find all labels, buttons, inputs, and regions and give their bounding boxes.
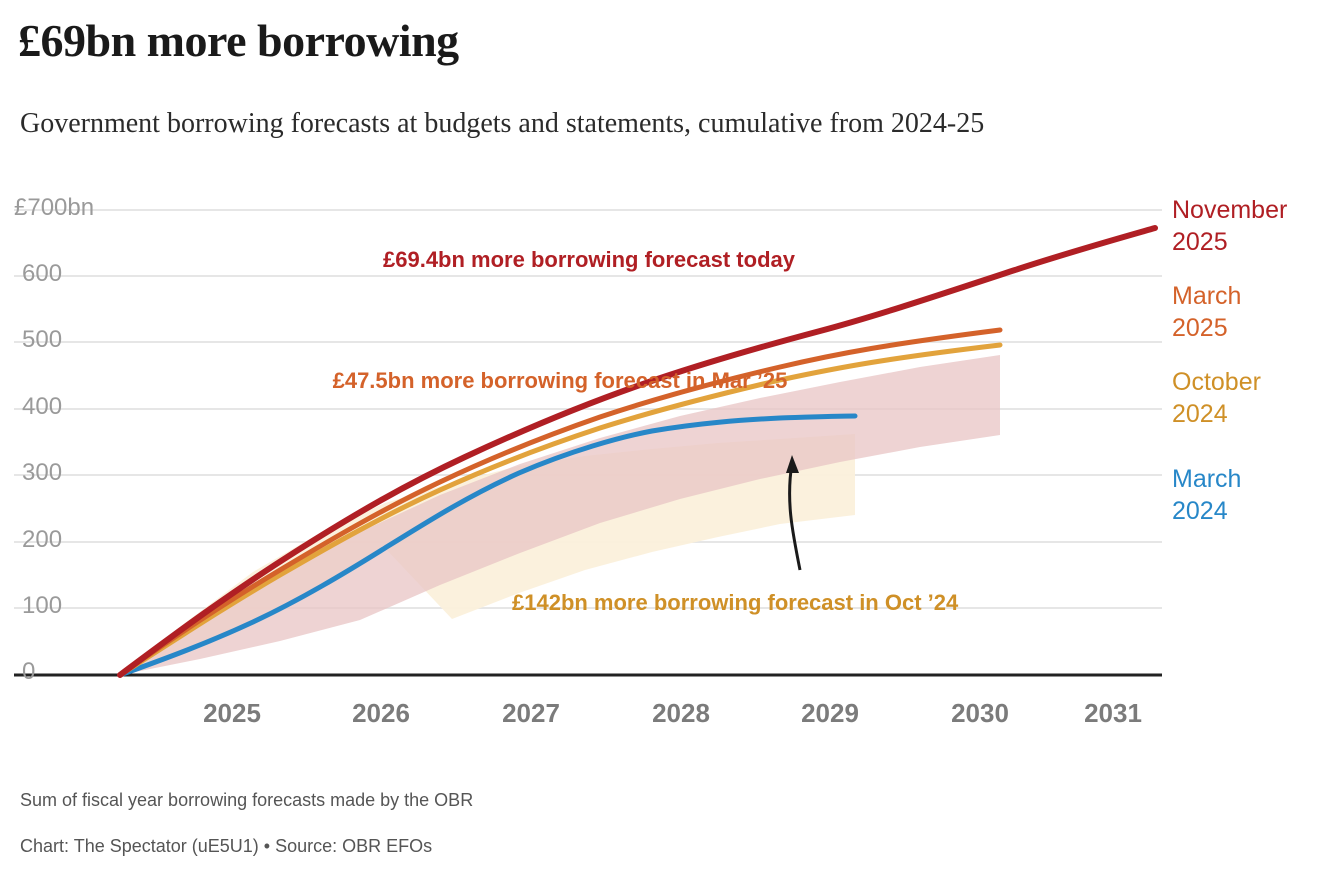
x-tick-2030: 2030 [951,698,1009,728]
chart-footnote: Sum of fiscal year borrowing forecasts made by the OBR [20,790,474,810]
x-tick-2028: 2028 [652,698,710,728]
series-label-march-2024-line2: 2024 [1172,497,1228,525]
x-tick-2029: 2029 [801,698,859,728]
x-tick-2031: 2031 [1084,698,1142,728]
series-label-march-2025-line1: March [1172,282,1242,310]
chart-subtitle: Government borrowing forecasts at budgets and statements, cumulative from 2024-25 [20,108,985,139]
annotation-oct-2024: £142bn more borrowing forecast in Oct ’24 [512,590,959,615]
series-label-october-2024 [1172,366,1261,430]
y-tick-0: 0 [22,658,36,685]
series-label-october-2024-line1: October [1172,368,1261,396]
series-label-march-2025-line2: 2025 [1172,314,1228,342]
series-label-march-2025 [1172,280,1241,344]
annotation-nov-2025: £69.4bn more borrowing forecast today [383,247,795,272]
y-tick-500: 500 [22,326,63,353]
series-label-november-2025-line2: 2025 [1172,228,1228,256]
series-label-november-2025-line1: November [1172,196,1288,224]
x-tick-2025: 2025 [203,698,261,728]
annotation-mar-2025: £47.5bn more borrowing forecast in Mar ’25 [332,368,788,393]
y-tick-700: £700bn [14,194,95,221]
y-tick-600: 600 [22,260,63,287]
y-tick-200: 200 [22,526,63,553]
chart-plot-area [0,170,1326,730]
series-label-october-2024-line2: 2024 [1172,400,1228,428]
x-tick-2026: 2026 [352,698,410,728]
x-tick-2027: 2027 [502,698,560,728]
series-label-march-2024 [1172,463,1241,527]
y-tick-300: 300 [22,459,63,486]
y-tick-100: 100 [22,592,63,619]
band-nov-2025 [120,355,1000,675]
series-label-march-2024-line1: March [1172,465,1242,493]
y-tick-400: 400 [22,393,63,420]
page-title: £69bn more borrowing [18,15,459,66]
chart-credit: Chart: The Spectator (uE5U1) • Source: OBR EFOs [20,836,433,856]
series-label-november-2025 [1172,194,1287,258]
